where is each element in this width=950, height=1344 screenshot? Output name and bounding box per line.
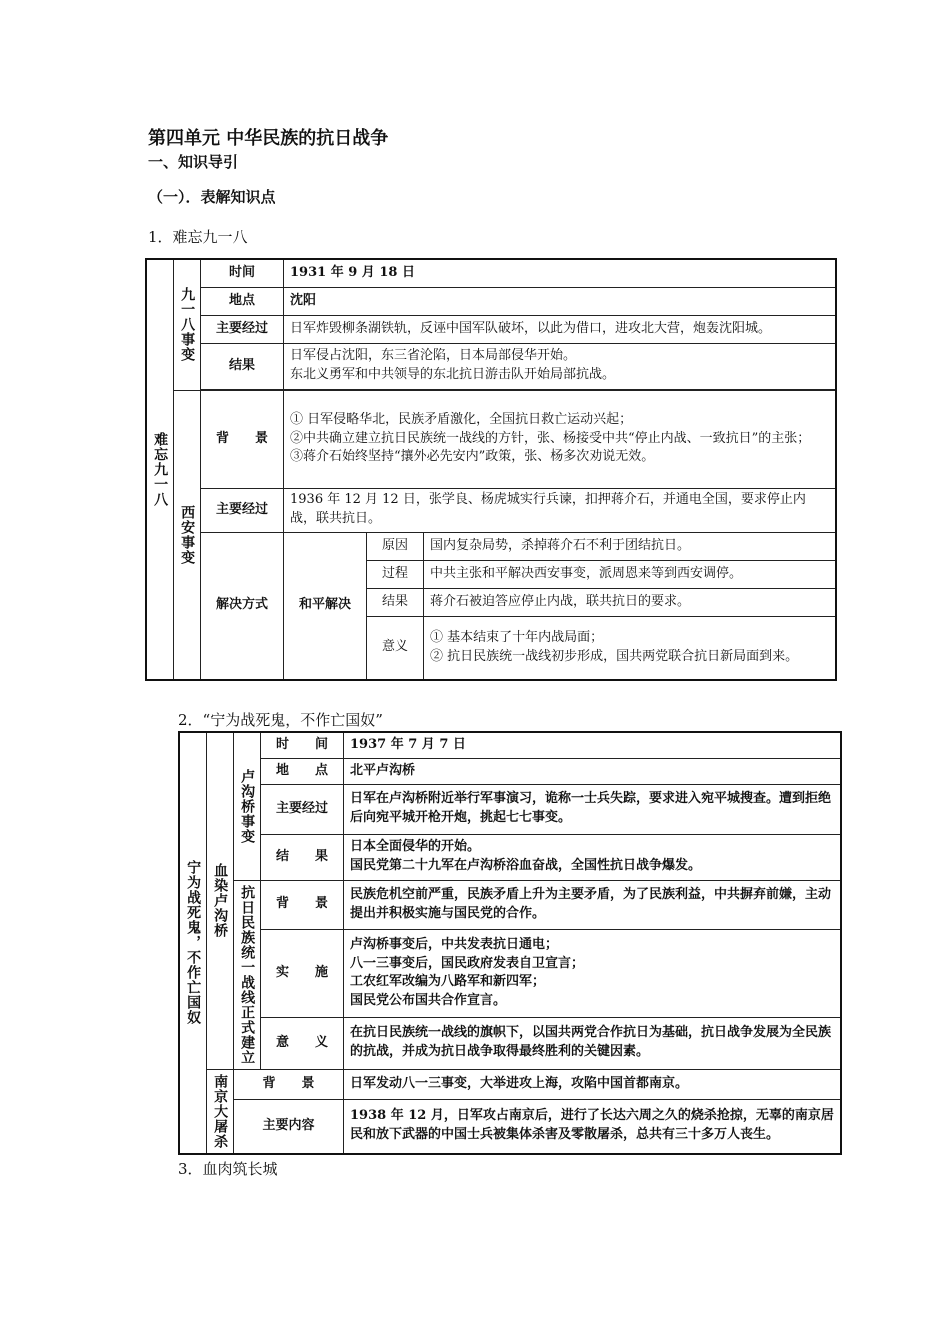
table-row-key: 结 果 <box>261 834 344 880</box>
table-row-value: 日军在卢沟桥附近举行军事演习，诡称一士兵失踪，要求进入宛平城搜查。遭到拒绝后向宛平城开枪开炮，挑起七七事变。 <box>344 784 842 834</box>
table-row-key: 意 义 <box>261 1018 344 1069</box>
table1-group1-label: 九一八事变 <box>174 259 201 390</box>
table-row-value: 1938 年 12 月，日军攻占南京后，进行了长达六周之久的烧杀抢掠，无辜的南京居民和放下武器的中国士兵被集体杀害及零散屠杀，总共有三十多万人丧生。 <box>344 1100 842 1154</box>
background-line: ②中共确立建立抗日民族统一战线的方针，张、杨接受中共“停止内战、一致抗日”的主张； <box>290 430 811 446</box>
table-row-value: 北平卢沟桥 <box>344 758 842 784</box>
background-line: ③蒋介石始终坚持“攘外必先安内”政策，张、杨多次劝说无效。 <box>290 449 655 465</box>
table-row-key: 实 施 <box>261 929 344 1017</box>
table-row-value: 沈阳 <box>284 287 837 315</box>
table-row-value: 日军炸毁柳条湖铁轨，反诬中国军队破坏，以此为借口，进攻北大营，炮轰沈阳城。 <box>284 315 837 343</box>
result-line-1: 日军侵占沈阳，东三省沦陷，日本局部侵华开始。 <box>290 348 577 364</box>
solution-value: 中共主张和平解决西安事变，派周恩来等到西安调停。 <box>424 560 837 588</box>
table2-group-a-label: 血染卢沟桥 <box>207 732 234 1069</box>
implementation-line: 八一三事变后，国民政府发表自卫宣言； <box>350 955 585 971</box>
table2-group-b-label: 南京大屠杀 <box>207 1069 234 1154</box>
implementation-line: 国民党公布国共合作宣言。 <box>350 993 507 1009</box>
section-heading: 一、知识导引 <box>148 153 239 171</box>
table-nanwang-918 <box>145 258 837 681</box>
table-row-value: 日军发动八一三事变，大举进攻上海，攻陷中国首都南京。 <box>344 1069 842 1100</box>
unit-title: 第四单元 中华民族的抗日战争 <box>148 128 389 149</box>
table-row-key: 主要内容 <box>234 1100 344 1154</box>
solution-key: 意义 <box>367 616 424 680</box>
table-row-key: 背 景 <box>261 880 344 929</box>
background-cell <box>284 390 837 488</box>
table2-sub1-label: 卢沟桥事变 <box>234 732 261 880</box>
table-row-value <box>284 343 837 389</box>
table2-sub2-label: 抗日民族统一战线正式建立 <box>234 880 261 1069</box>
table-row-key: 主要经过 <box>201 315 284 343</box>
table2-root-label: 宁为战死鬼，不作亡国奴 <box>179 732 207 1154</box>
table-row-value: 1937 年 7 月 7 日 <box>344 732 842 758</box>
table-row-key: 主要经过 <box>261 784 344 834</box>
table-row-value <box>344 929 842 1017</box>
table-row-key: 背 景 <box>201 390 284 488</box>
table1-group2-label: 西安事变 <box>174 390 201 680</box>
table-row-value: 在抗日民族统一战线的旗帜下，以国共两党合作抗日为基础，抗日战争发展为全民族的抗战，并成为抗日战争取得最终胜利的关键因素。 <box>344 1018 842 1069</box>
section-2-label: 2．“宁为战死鬼，不作亡国奴” <box>178 711 383 729</box>
implementation-line: 卢沟桥事变后，中共发表抗日通电； <box>350 936 559 952</box>
subsection-heading: （一）．表解知识点 <box>148 188 276 206</box>
result-line-2: 东北义勇军和中共领导的东北抗日游击队开始局部抗战。 <box>290 367 616 382</box>
table-row-value: 1931 年 9 月 18 日 <box>284 259 837 287</box>
section-1-label: 1．难忘九一八 <box>148 228 248 246</box>
table-row-key: 地 点 <box>261 758 344 784</box>
table-row-key: 背 景 <box>234 1069 344 1100</box>
solution-value <box>424 616 837 680</box>
result-line-1: 日本全面侵华的开始。 <box>350 839 481 855</box>
table1-root-label: 难忘九一八 <box>146 259 174 680</box>
table-row-key: 解决方式 <box>201 532 284 680</box>
table-row-key: 时间 <box>201 259 284 287</box>
solution-key: 结果 <box>367 588 424 616</box>
table-row-value <box>344 834 842 880</box>
table-row-value: 民族危机空前严重，民族矛盾上升为主要矛盾，为了民族利益，中共摒弃前嫌，主动提出并积极实施与国民党的合作。 <box>344 880 842 929</box>
solution-value: 蒋介石被迫答应停止内战，联共抗日的要求。 <box>424 588 837 616</box>
table-row-key: 主要经过 <box>201 488 284 532</box>
section-3-label: 3．血肉筑长城 <box>178 1160 278 1178</box>
implementation-line: 工农红军改编为八路军和新四军； <box>350 974 546 990</box>
table-row-key: 时 间 <box>261 732 344 758</box>
solution-type: 和平解决 <box>284 532 367 680</box>
solution-key: 原因 <box>367 532 424 560</box>
table-row-key: 结果 <box>201 343 284 389</box>
result-line-2: 国民党第二十九军在卢沟桥浴血奋战，全国性抗日战争爆发。 <box>350 858 702 873</box>
table-row-key: 地点 <box>201 287 284 315</box>
significance-line-2: ② 抗日民族统一战线初步形成，国共两党联合抗日新局面到来。 <box>430 648 799 664</box>
solution-key: 过程 <box>367 560 424 588</box>
significance-line-1: ① 基本结束了十年内战局面； <box>430 629 604 645</box>
background-line: ① 日军侵略华北，民族矛盾激化，全国抗日救亡运动兴起； <box>290 411 633 427</box>
table-ningwei-zhansigui <box>178 731 842 1155</box>
solution-value: 国内复杂局势，杀掉蒋介石不利于团结抗日。 <box>424 532 837 560</box>
table-row-value: 1936 年 12 月 12 日，张学良、杨虎城实行兵谏，扣押蒋介石，并通电全国，要求停止内战，联共抗日。 <box>284 488 837 532</box>
